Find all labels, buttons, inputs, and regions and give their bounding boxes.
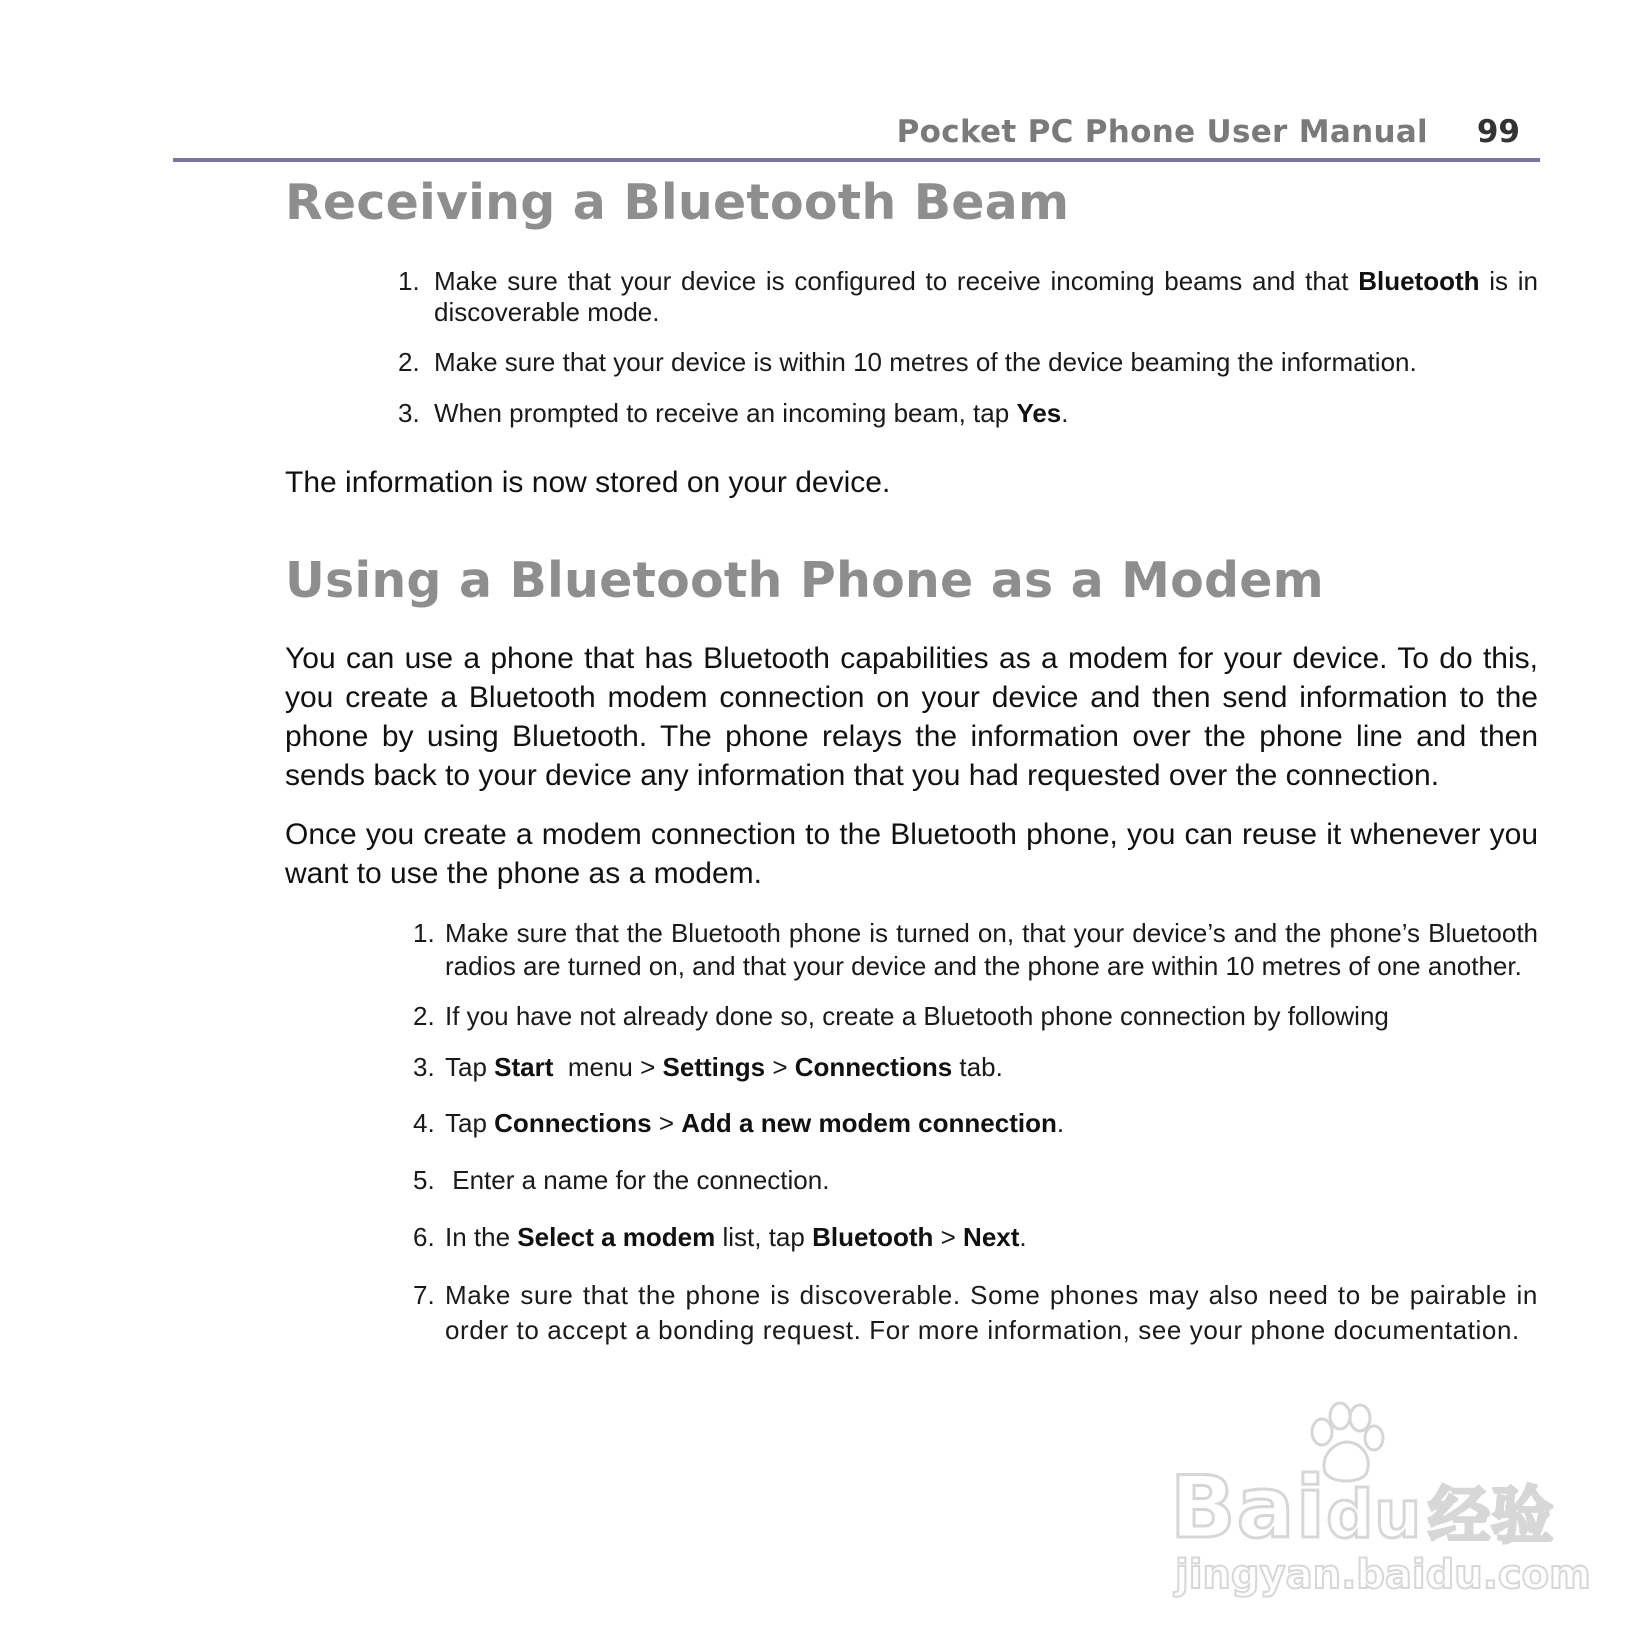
- list-item: 3. When prompted to receive an incoming beam, tap Yes.: [398, 398, 1069, 428]
- list-item: 2. If you have not already done so, create a Bluetooth phone connection by following: [413, 1001, 1389, 1031]
- receive-conclusion: The information is now stored on your device.: [285, 466, 891, 499]
- heading-bluetooth-phone-modem: Using a Bluetooth Phone as a Modem: [285, 552, 1324, 609]
- step-number: 4.: [413, 1108, 435, 1138]
- list-item: 1. Make sure that the Bluetooth phone is turned on, that your device’s and the phone’s Bluetooth radios are turned on, and that your device and the phone are within 10 metres of one another.: [413, 918, 1538, 981]
- step-number: 7.: [413, 1280, 435, 1310]
- list-item: 7. Make sure that the phone is discoverable. Some phones may also need to be pairable in order to accept a bonding request. For more information, see your phone documentation.: [413, 1280, 1538, 1345]
- modem-steps-list: [413, 917, 1538, 1348]
- modem-intro-paragraph: You can use a phone that has Bluetooth capabilities as a modem for your device. To do this, you create a Bluetooth modem connection on your device and then send information to the phone by using Bluetooth. The phone relays the information over the phone line and then sends back to your device any information that you had requested over the connection.: [285, 642, 1538, 792]
- page-header: [173, 108, 1540, 162]
- list-item: 4. Tap Connections > Add a new modem connection.: [413, 1108, 1065, 1138]
- manual-title: Pocket PC Phone User Manual: [896, 114, 1428, 150]
- watermark-url: jingyan.baidu.com: [1175, 1552, 1591, 1598]
- list-item: 1. Make sure that your device is configured to receive incoming beams and that Bluetooth is in discoverable mode.: [398, 266, 1538, 327]
- step-number: 6.: [413, 1222, 435, 1252]
- list-item: 6. In the Select a modem list, tap Bluetooth > Next.: [413, 1222, 1027, 1252]
- list-item: 5. Enter a name for the connection.: [413, 1165, 830, 1195]
- baidu-jingyan-watermark: [1170, 1400, 1591, 1600]
- step-number: 1.: [413, 918, 435, 948]
- heading-receiving-bluetooth-beam: Receiving a Bluetooth Beam: [285, 174, 1070, 231]
- step-number: 3.: [413, 1052, 435, 1082]
- step-number: 3.: [398, 398, 420, 428]
- step-number: 2.: [398, 347, 420, 377]
- page-number: 99: [1476, 114, 1520, 150]
- list-item: 2. Make sure that your device is within 10 metres of the device beaming the information.: [398, 347, 1417, 377]
- receive-steps-list: [398, 266, 1538, 448]
- step-number: 5.: [413, 1165, 435, 1195]
- list-item: 3. Tap Start menu > Settings > Connections tab.: [413, 1052, 1003, 1082]
- step-number: 2.: [413, 1001, 435, 1031]
- watermark-brand: Baidu经验: [1170, 1458, 1555, 1558]
- step-number: 1.: [398, 266, 420, 296]
- modem-reuse-paragraph: Once you create a modem connection to the Bluetooth phone, you can reuse it whenever you want to use the phone as a modem.: [285, 818, 1538, 890]
